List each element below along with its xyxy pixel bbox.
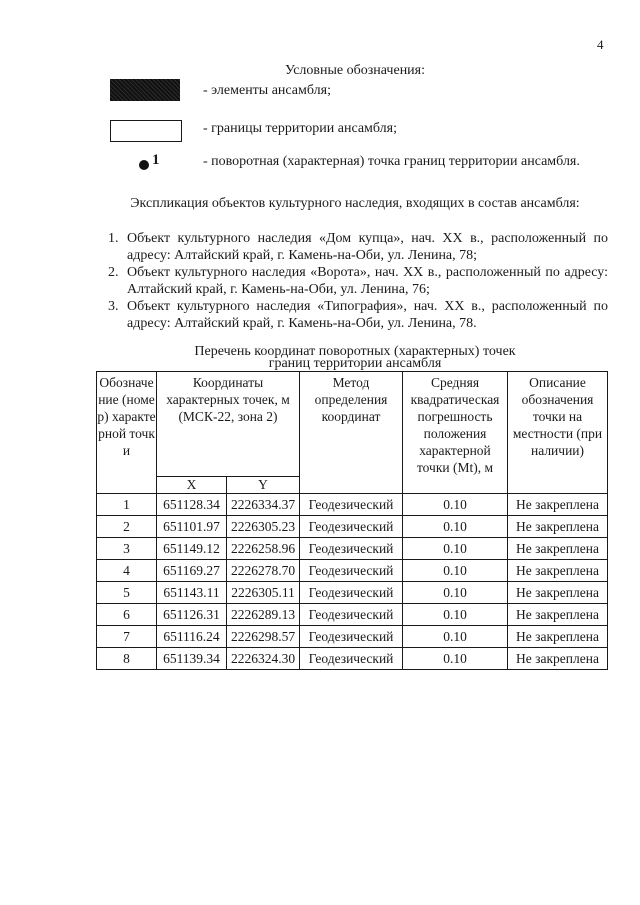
table-title-line1: Перечень координат поворотных (характерных) точек xyxy=(194,344,516,359)
table-row xyxy=(97,494,608,516)
cell-method: Геодезический xyxy=(300,516,403,538)
cell-number: 7 xyxy=(97,626,157,648)
header-coordinates: Координаты характерных точек, м (МСК-22, зона 2) xyxy=(157,372,300,477)
cell-error: 0.10 xyxy=(403,626,508,648)
cell-error: 0.10 xyxy=(403,582,508,604)
cell-error: 0.10 xyxy=(403,648,508,670)
list-item-text: Объект культурного наследия «Дом купца», нач. XX в., расположенный по адресу: Алтайский край, г. Камень-на-Оби, ул. Ленина, 78; xyxy=(127,231,608,263)
cell-x: 651116.24 xyxy=(157,626,227,648)
table-title xyxy=(120,346,590,370)
list-item xyxy=(108,299,608,332)
cell-x: 651128.34 xyxy=(157,494,227,516)
cell-y: 2226324.30 xyxy=(227,648,300,670)
table-row xyxy=(97,538,608,560)
list-item-number: 3. xyxy=(108,299,119,314)
cell-error: 0.10 xyxy=(403,604,508,626)
list-item-text: Объект культурного наследия «Ворота», нач. XX в., расположенный по адресу: Алтайский край, г. Камень-на-Оби, ул. Ленина, 76; xyxy=(127,265,608,297)
legend-text: - границы территории ансамбля; xyxy=(203,121,397,136)
cell-y: 2226278.70 xyxy=(227,560,300,582)
list-item xyxy=(108,231,608,264)
cell-error: 0.10 xyxy=(403,560,508,582)
table-row xyxy=(97,560,608,582)
cell-description: Не закреплена xyxy=(508,538,608,560)
header-error: Средняя квадратическая погрешность положения характерной точки (Mt), м xyxy=(403,372,508,494)
cell-description: Не закреплена xyxy=(508,582,608,604)
table-row xyxy=(97,516,608,538)
table-row xyxy=(97,582,608,604)
filled-rect-symbol xyxy=(110,79,180,101)
cell-y: 2226289.13 xyxy=(227,604,300,626)
legend-item-ensemble-elements xyxy=(0,79,640,103)
header-designation: Обозначение (номер) характерной точки xyxy=(97,372,157,494)
cell-y: 2226305.23 xyxy=(227,516,300,538)
cell-number: 3 xyxy=(97,538,157,560)
legend-title: Условные обозначения: xyxy=(284,63,426,78)
cell-error: 0.10 xyxy=(403,516,508,538)
dot-icon xyxy=(139,160,149,170)
table-row xyxy=(97,626,608,648)
cell-description: Не закреплена xyxy=(508,626,608,648)
cell-number: 2 xyxy=(97,516,157,538)
table-row xyxy=(97,604,608,626)
list-item xyxy=(108,265,608,298)
cell-number: 8 xyxy=(97,648,157,670)
explication-list xyxy=(108,231,608,333)
list-item-number: 2. xyxy=(108,265,119,280)
cell-y: 2226298.57 xyxy=(227,626,300,648)
cell-error: 0.10 xyxy=(403,538,508,560)
legend-item-territory-border xyxy=(0,118,640,142)
cell-x: 651149.12 xyxy=(157,538,227,560)
header-method: Метод определения координат xyxy=(300,372,403,494)
list-item-text: Объект культурного наследия «Типография», нач. XX в., расположенный по адресу: Алтайский край, г. Камень-на-Оби, ул. Ленина, 78. xyxy=(127,299,608,331)
cell-method: Геодезический xyxy=(300,582,403,604)
legend-point-label: 1 xyxy=(152,152,160,168)
cell-method: Геодезический xyxy=(300,494,403,516)
cell-x: 651139.34 xyxy=(157,648,227,670)
cell-x: 651143.11 xyxy=(157,582,227,604)
cell-method: Геодезический xyxy=(300,560,403,582)
header-x: X xyxy=(157,477,227,494)
cell-y: 2226334.37 xyxy=(227,494,300,516)
cell-number: 4 xyxy=(97,560,157,582)
header-description: Описание обозначения точки на местности (при наличии) xyxy=(508,372,608,494)
list-item-number: 1. xyxy=(108,231,119,246)
cell-error: 0.10 xyxy=(403,494,508,516)
cell-y: 2226305.11 xyxy=(227,582,300,604)
legend-item-turning-point xyxy=(0,151,640,175)
explication-title: Экспликация объектов культурного наследия, входящих в состав ансамбля: xyxy=(130,196,580,211)
cell-number: 5 xyxy=(97,582,157,604)
cell-description: Не закреплена xyxy=(508,494,608,516)
outline-rect-symbol xyxy=(110,120,182,142)
table-row xyxy=(97,648,608,670)
cell-x: 651101.97 xyxy=(157,516,227,538)
legend-text: - элементы ансамбля; xyxy=(203,83,331,98)
cell-y: 2226258.96 xyxy=(227,538,300,560)
table-title-line2: границ территории ансамбля xyxy=(268,356,442,371)
page-number: 4 xyxy=(597,37,604,52)
header-y: Y xyxy=(227,477,300,494)
cell-number: 6 xyxy=(97,604,157,626)
cell-description: Не закреплена xyxy=(508,604,608,626)
cell-method: Геодезический xyxy=(300,538,403,560)
cell-x: 651126.31 xyxy=(157,604,227,626)
cell-method: Геодезический xyxy=(300,604,403,626)
cell-description: Не закреплена xyxy=(508,560,608,582)
cell-description: Не закреплена xyxy=(508,648,608,670)
cell-method: Геодезический xyxy=(300,648,403,670)
cell-method: Геодезический xyxy=(300,626,403,648)
cell-x: 651169.27 xyxy=(157,560,227,582)
legend-text: - поворотная (характерная) точка границ территории ансамбля. xyxy=(203,154,580,169)
cell-number: 1 xyxy=(97,494,157,516)
cell-description: Не закреплена xyxy=(508,516,608,538)
coordinates-table xyxy=(96,371,608,670)
